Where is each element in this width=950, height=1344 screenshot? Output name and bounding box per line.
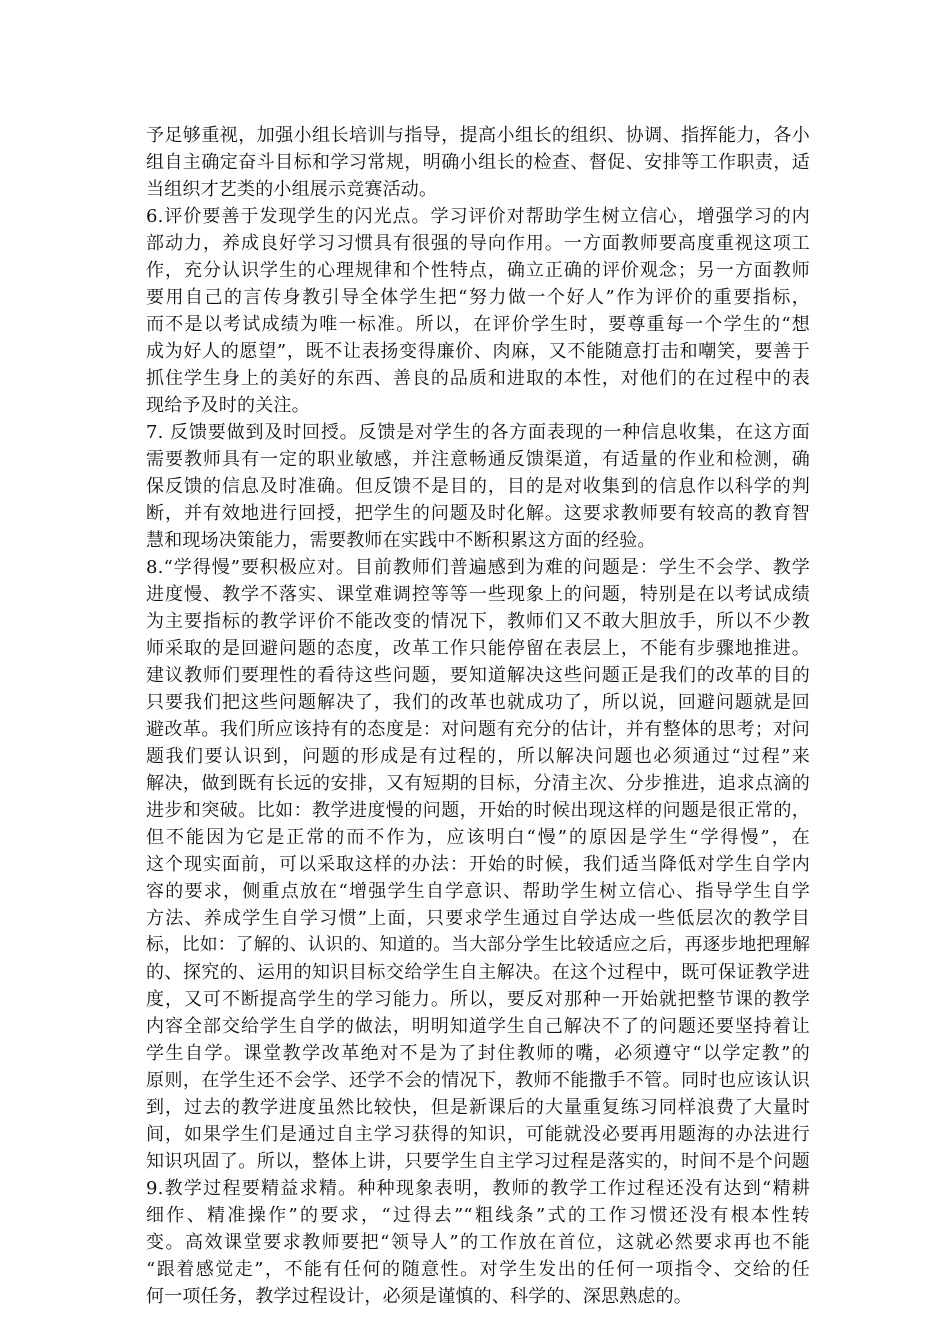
text-line: 方法、养成学生自学习惯”上面，只要求学生通过自学达成一些低层次的教学目	[146, 908, 810, 929]
text-line: 保反馈的信息及时准确。但反馈不是目的，目的是对收集到的信息作以科学的判	[146, 476, 810, 497]
text-line: 原则，在学生还不会学、还学不会的情况下，教师不能撒手不管。同时也应该认识	[146, 1070, 810, 1091]
text-line: 当组织才艺类的小组展示竞赛活动。	[146, 179, 438, 200]
text-line: 组自主确定奋斗目标和学习常规，明确小组长的检查、督促、安排等工作职责，适	[146, 152, 810, 173]
text-line: 现给予及时的关注。	[146, 395, 310, 416]
text-line: 7. 反馈要做到及时回授。反馈是对学生的各方面表现的一种信息收集，在这方面	[146, 422, 810, 443]
text-line: 间，如果学生们是通过自主学习获得的知识，可能就没必要再用题海的办法进行	[146, 1124, 810, 1145]
text-line: 而不是以考试成绩为唯一标准。所以，在评价学生时，要尊重每一个学生的“想	[146, 314, 810, 335]
body-text	[146, 122, 810, 1310]
text-line: 进步和突破。比如：教学进度慢的问题，开始的时候出现这样的问题是很正常的，	[146, 800, 810, 821]
text-line: 进度慢、教学不落实、课堂难调控等等一些现象上的问题，特别是在以考试成绩	[146, 584, 810, 605]
text-line: 需要教师具有一定的职业敏感，并注意畅通反馈渠道，有适量的作业和检测，确	[146, 449, 810, 470]
text-line: 部动力，养成良好学习习惯具有很强的导向作用。一方面教师要高度重视这项工	[146, 233, 810, 254]
text-line: 作，充分认识学生的心理规律和个性特点，确立正确的评价观念；另一方面教师	[146, 260, 810, 281]
text-line: 避改革。我们所应该持有的态度是：对问题有充分的估计，并有整体的思考；对问	[146, 719, 810, 740]
text-line: 题我们要认识到，问题的形成是有过程的，所以解决问题也必须通过“过程”来	[146, 746, 810, 767]
text-line: 8.“学得慢”要积极应对。目前教师们普遍感到为难的问题是：学生不会学、教学	[146, 557, 810, 578]
text-line: 变。高效课堂要求教师要把“领导人”的工作放在首位，这就必然要求再也不能	[146, 1232, 810, 1253]
text-line: 9.教学过程要精益求精。种种现象表明，教师的教学工作过程还没有达到“精耕	[146, 1178, 810, 1199]
text-line: 建议教师们要理性的看待这些问题，要知道解决这些问题正是我们的改革的目的	[146, 665, 810, 686]
text-line: 细作、精准操作”的要求，“过得去”“粗线条”式的工作习惯还没有根本性转	[146, 1205, 810, 1226]
text-line: 何一项任务，教学过程设计，必须是谨慎的、科学的、深思熟虑的。	[146, 1286, 692, 1307]
text-line: 到，过去的教学进度虽然比较快，但是新课后的大量重复练习同样浪费了大量时	[146, 1097, 810, 1118]
text-line: 标，比如：了解的、认识的、知道的。当大部分学生比较适应之后，再逐步地把理解	[146, 935, 810, 955]
text-line: 知识巩固了。所以，整体上讲，只要学生自主学习过程是落实的，时间不是个问题	[146, 1151, 810, 1172]
text-line: 的、探究的、运用的知识目标交给学生自主解决。在这个过程中，既可保证教学进	[146, 962, 810, 983]
text-line: 只要我们把这些问题解决了，我们的改革也就成功了，所以说，回避问题就是回	[146, 692, 810, 713]
text-line: 断，并有效地进行回授，把学生的问题及时化解。这要求教师要有较高的教育智	[146, 503, 810, 524]
text-line: 抓住学生身上的美好的东西、善良的品质和进取的本性，对他们的在过程中的表	[146, 368, 810, 389]
text-line: 学生自学。课堂教学改革绝对不是为了封住教师的嘴，必须遵守“以学定教”的	[146, 1043, 810, 1064]
text-line: 成为好人的愿望”，既不让表扬变得廉价、肉麻，又不能随意打击和嘲笑，要善于	[146, 341, 810, 362]
text-line: “跟着感觉走”，不能有任何的随意性。对学生发出的任何一项指令、交给的任	[146, 1259, 810, 1280]
text-line: 这个现实面前，可以采取这样的办法：开始的时候，我们适当降低对学生自学内	[146, 854, 810, 875]
text-line: 容的要求，侧重点放在“增强学生自学意识、帮助学生树立信心、指导学生自学	[146, 881, 810, 902]
text-line: 师采取的是回避问题的态度，改革工作只能停留在表层上，不能有步骤地推进。	[146, 638, 810, 659]
text-line: 但不能因为它是正常的而不作为，应该明白“慢”的原因是学生“学得慢”，在	[146, 827, 810, 848]
text-line: 要用自己的言传身教引导全体学生把“努力做一个好人”作为评价的重要指标，	[146, 287, 810, 308]
text-line: 为主要指标的教学评价不能改变的情况下，教师们又不敢大胆放手，所以不少教	[146, 611, 810, 632]
text-line: 解决，做到既有长远的安排，又有短期的目标，分清主次、分步推进，追求点滴的	[146, 773, 810, 794]
text-line: 内容全部交给学生自学的做法，明明知道学生自己解决不了的问题还要坚持着让	[146, 1016, 810, 1037]
text-line: 度，又可不断提高学生的学习能力。所以，要反对那种一开始就把整节课的教学	[146, 989, 810, 1010]
text-line: 慧和现场决策能力，需要教师在实践中不断积累这方面的经验。	[146, 530, 656, 551]
text-line: 6.评价要善于发现学生的闪光点。学习评价对帮助学生树立信心，增强学习的内	[146, 206, 810, 227]
text-line: 予足够重视，加强小组长培训与指导，提高小组长的组织、协调、指挥能力，各小	[146, 125, 810, 146]
